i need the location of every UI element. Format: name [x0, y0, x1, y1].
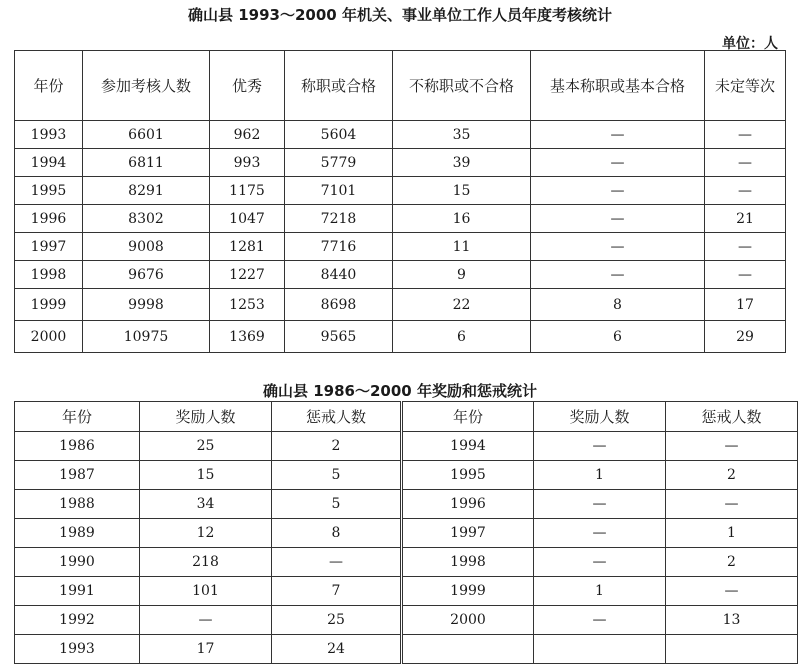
table-cell: 1998 — [402, 548, 534, 577]
table-cell: — — [705, 261, 786, 289]
table-cell: — — [705, 233, 786, 261]
column-header: 参加考核人数 — [83, 51, 210, 121]
table-cell: 993 — [210, 149, 285, 177]
table-cell: 1369 — [210, 321, 285, 353]
table-row — [15, 461, 798, 490]
column-header: 奖励人数 — [534, 402, 666, 432]
table1-title: 确山县 1993～2000 年机关、事业单位工作人员年度考核统计 — [188, 6, 612, 24]
table-cell — [534, 635, 666, 664]
table-cell: 1988 — [15, 490, 140, 519]
table-cell: 8302 — [83, 205, 210, 233]
table-cell: 35 — [393, 121, 531, 149]
table-row — [15, 606, 798, 635]
table-cell: 7716 — [285, 233, 393, 261]
column-header: 优秀 — [210, 51, 285, 121]
table-cell: — — [666, 432, 798, 461]
table-cell: 1175 — [210, 177, 285, 205]
table-cell: 5604 — [285, 121, 393, 149]
table-row — [15, 205, 786, 233]
table-header-row — [15, 51, 786, 121]
table-row — [15, 121, 786, 149]
table-cell: 1253 — [210, 289, 285, 321]
table-cell: 8440 — [285, 261, 393, 289]
table-row — [15, 149, 786, 177]
table-row — [15, 432, 798, 461]
table-row — [15, 635, 798, 664]
table-cell: 1990 — [15, 548, 140, 577]
table-cell: 1993 — [15, 635, 140, 664]
table-cell: — — [534, 519, 666, 548]
column-header: 奖励人数 — [140, 402, 272, 432]
table-cell: 1986 — [15, 432, 140, 461]
table-cell: 2000 — [15, 321, 83, 353]
table-cell: 1 — [534, 461, 666, 490]
table-cell: 2000 — [402, 606, 534, 635]
table-cell: 15 — [140, 461, 272, 490]
table-cell: 7101 — [285, 177, 393, 205]
table-row — [15, 233, 786, 261]
table-row — [15, 519, 798, 548]
table-cell: 13 — [666, 606, 798, 635]
table-cell: 1992 — [15, 606, 140, 635]
table-cell: — — [534, 490, 666, 519]
table-cell: — — [531, 233, 705, 261]
column-header: 称职或合格 — [285, 51, 393, 121]
table-cell: 1997 — [15, 233, 83, 261]
table-row — [15, 289, 786, 321]
table-cell: 1995 — [15, 177, 83, 205]
table-cell: 1994 — [15, 149, 83, 177]
table-cell: 2 — [666, 548, 798, 577]
table-cell: — — [531, 177, 705, 205]
table-header-row — [15, 402, 798, 432]
table-cell: 5 — [272, 461, 402, 490]
table-cell: 7218 — [285, 205, 393, 233]
table-cell: — — [705, 149, 786, 177]
table-cell: 218 — [140, 548, 272, 577]
table-cell: 16 — [393, 205, 531, 233]
table-cell: — — [272, 548, 402, 577]
table-cell: 7 — [272, 577, 402, 606]
table-cell: 17 — [705, 289, 786, 321]
table-cell: 6811 — [83, 149, 210, 177]
table1-unit: 单位：人 — [722, 36, 778, 52]
table-cell: 21 — [705, 205, 786, 233]
table-cell: 15 — [393, 177, 531, 205]
table-cell: 1 — [534, 577, 666, 606]
table-cell: — — [534, 548, 666, 577]
table-cell: 6 — [393, 321, 531, 353]
table-cell: 11 — [393, 233, 531, 261]
table-row — [15, 261, 786, 289]
table-row — [15, 490, 798, 519]
table-cell: 39 — [393, 149, 531, 177]
table-cell: 1047 — [210, 205, 285, 233]
table-cell: — — [531, 205, 705, 233]
column-header: 年份 — [402, 402, 534, 432]
table-cell: 1991 — [15, 577, 140, 606]
table-cell: — — [534, 606, 666, 635]
table-row — [15, 321, 786, 353]
table-cell: 9008 — [83, 233, 210, 261]
table-row — [15, 577, 798, 606]
table-row — [15, 177, 786, 205]
table-cell: 5779 — [285, 149, 393, 177]
table-cell: 1987 — [15, 461, 140, 490]
table-cell: 101 — [140, 577, 272, 606]
table-cell: — — [531, 261, 705, 289]
column-header: 年份 — [15, 51, 83, 121]
column-header: 基本称职或基本合格 — [531, 51, 705, 121]
table-cell: 24 — [272, 635, 402, 664]
table-cell: 1989 — [15, 519, 140, 548]
table-cell — [666, 635, 798, 664]
table-cell: — — [666, 490, 798, 519]
table-cell — [402, 635, 534, 664]
table-cell: 1997 — [402, 519, 534, 548]
table-cell: — — [534, 432, 666, 461]
table-cell: 9 — [393, 261, 531, 289]
table-cell: 34 — [140, 490, 272, 519]
table-cell: 25 — [140, 432, 272, 461]
column-header: 不称职或不合格 — [393, 51, 531, 121]
table-cell: 9565 — [285, 321, 393, 353]
table-cell: — — [531, 149, 705, 177]
table-cell: 1996 — [15, 205, 83, 233]
table-cell: 1999 — [402, 577, 534, 606]
table-cell: 1999 — [15, 289, 83, 321]
table-cell: — — [140, 606, 272, 635]
table-cell: — — [705, 177, 786, 205]
column-header: 年份 — [15, 402, 140, 432]
table-cell: — — [666, 577, 798, 606]
table-cell: 8698 — [285, 289, 393, 321]
table-cell: 1998 — [15, 261, 83, 289]
table-cell: 6 — [531, 321, 705, 353]
table-cell: 8 — [531, 289, 705, 321]
table-cell: 1993 — [15, 121, 83, 149]
table-cell: 17 — [140, 635, 272, 664]
table-cell: — — [531, 121, 705, 149]
table-cell: 1281 — [210, 233, 285, 261]
table-cell: 1 — [666, 519, 798, 548]
table2-title: 确山县 1986～2000 年奖励和惩戒统计 — [263, 382, 537, 400]
table-cell: 10975 — [83, 321, 210, 353]
column-header: 惩戒人数 — [666, 402, 798, 432]
table-cell: 25 — [272, 606, 402, 635]
table-cell: — — [705, 121, 786, 149]
table-cell: 1994 — [402, 432, 534, 461]
table-cell: 962 — [210, 121, 285, 149]
table-cell: 1996 — [402, 490, 534, 519]
table-cell: 29 — [705, 321, 786, 353]
table-cell: 9998 — [83, 289, 210, 321]
assessment-table — [14, 50, 786, 353]
table-cell: 1995 — [402, 461, 534, 490]
column-header: 未定等次 — [705, 51, 786, 121]
table-cell: 8291 — [83, 177, 210, 205]
table-cell: 2 — [666, 461, 798, 490]
table-cell: 6601 — [83, 121, 210, 149]
table-cell: 12 — [140, 519, 272, 548]
rewards-table — [14, 401, 798, 664]
table-cell: 9676 — [83, 261, 210, 289]
table-cell: 22 — [393, 289, 531, 321]
column-header: 惩戒人数 — [272, 402, 402, 432]
table-cell: 1227 — [210, 261, 285, 289]
table-row — [15, 548, 798, 577]
table-cell: 5 — [272, 490, 402, 519]
table-cell: 2 — [272, 432, 402, 461]
table-cell: 8 — [272, 519, 402, 548]
